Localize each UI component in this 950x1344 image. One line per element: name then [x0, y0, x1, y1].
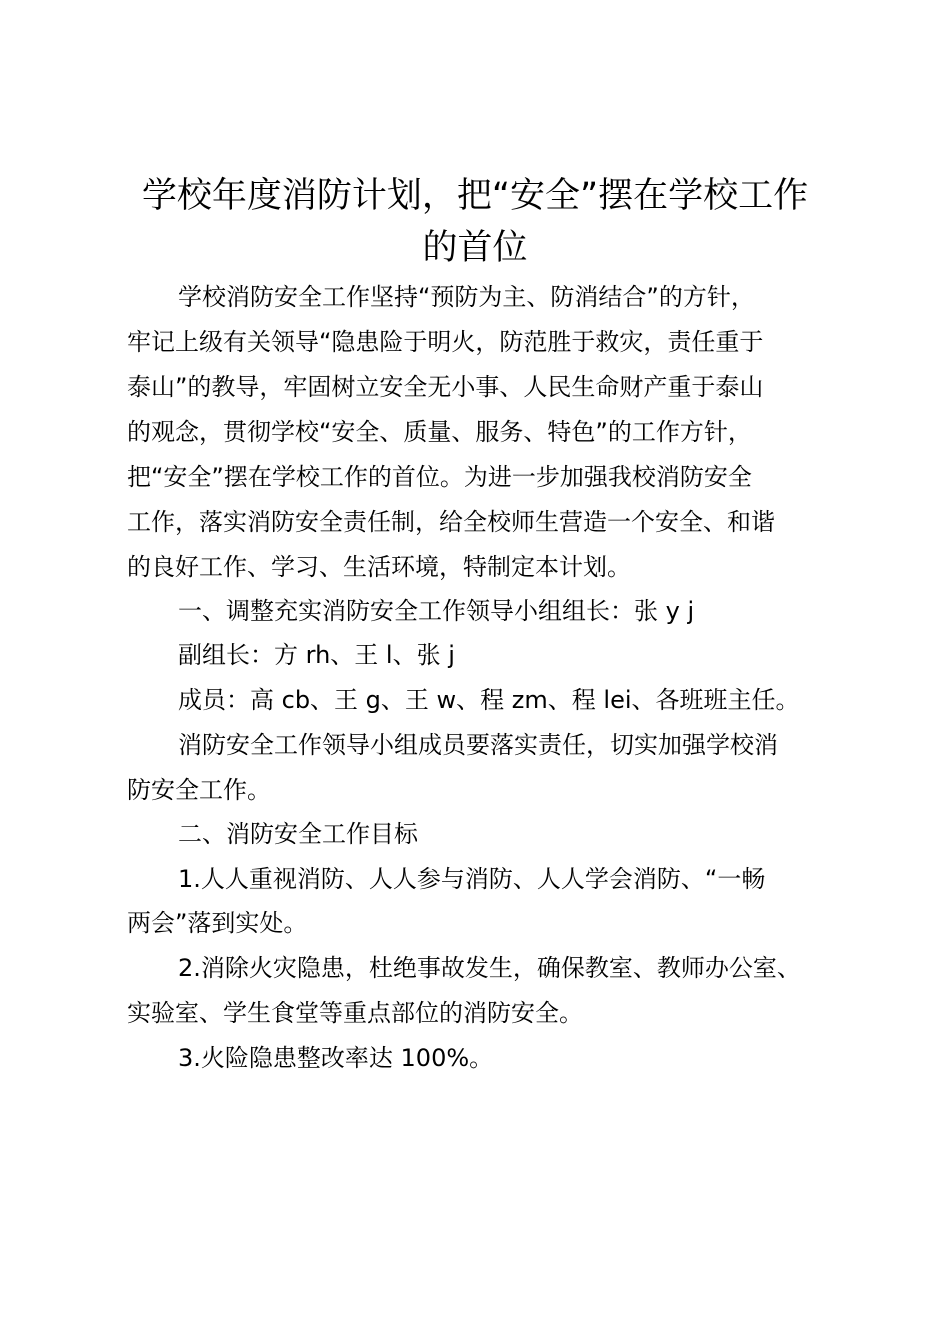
intro-line-6: 工作，落实消防安全责任制，给全校师生营造一个安全、和谐	[127, 508, 775, 536]
section-1-heading: 一、调整充实消防安全工作领导小组组长：张 y j	[178, 597, 695, 625]
intro-line-2: 牢记上级有关领导“隐患险于明火，防范胜于救灾，责任重于	[127, 328, 764, 356]
document-title-line-1: 学校年度消防计划，把“安全”摆在学校工作	[141, 176, 809, 216]
goal-1-line-1: 1.人人重视消防、人人参与消防、人人学会消防、“一畅	[178, 865, 766, 893]
intro-line-3: 泰山”的教导，牢固树立安全无小事、人民生命财产重于泰山	[127, 373, 764, 401]
duty-line-2: 防安全工作。	[127, 776, 271, 804]
duty-line-1: 消防安全工作领导小组成员要落实责任，切实加强学校消	[178, 731, 778, 759]
intro-line-5: 把“安全”摆在学校工作的首位。为进一步加强我校消防安全	[127, 463, 752, 491]
goal-1-line-2: 两会”落到实处。	[127, 909, 308, 937]
section-2-heading: 二、消防安全工作目标	[178, 820, 418, 848]
goal-2-line-2: 实验室、学生食堂等重点部位的消防安全。	[127, 999, 583, 1027]
deputy-leaders: 副组长：方 rh、王 l、张 j	[178, 641, 455, 669]
goal-3: 3.火险隐患整改率达 100%。	[178, 1044, 494, 1072]
goal-2-line-1: 2.消除火灾隐患，杜绝事故发生，确保教室、教师办公室、	[178, 954, 801, 982]
intro-line-1: 学校消防安全工作坚持“预防为主、防消结合”的方针，	[178, 283, 755, 311]
document-title-line-2: 的首位	[422, 228, 528, 268]
team-members: 成员：高 cb、王 g、王 w、程 zm、程 lei、各班班主任。	[178, 686, 800, 714]
intro-line-7: 的良好工作、学习、生活环境，特制定本计划。	[127, 553, 631, 581]
intro-line-4: 的观念，贯彻学校“安全、质量、服务、特色”的工作方针，	[127, 418, 752, 446]
